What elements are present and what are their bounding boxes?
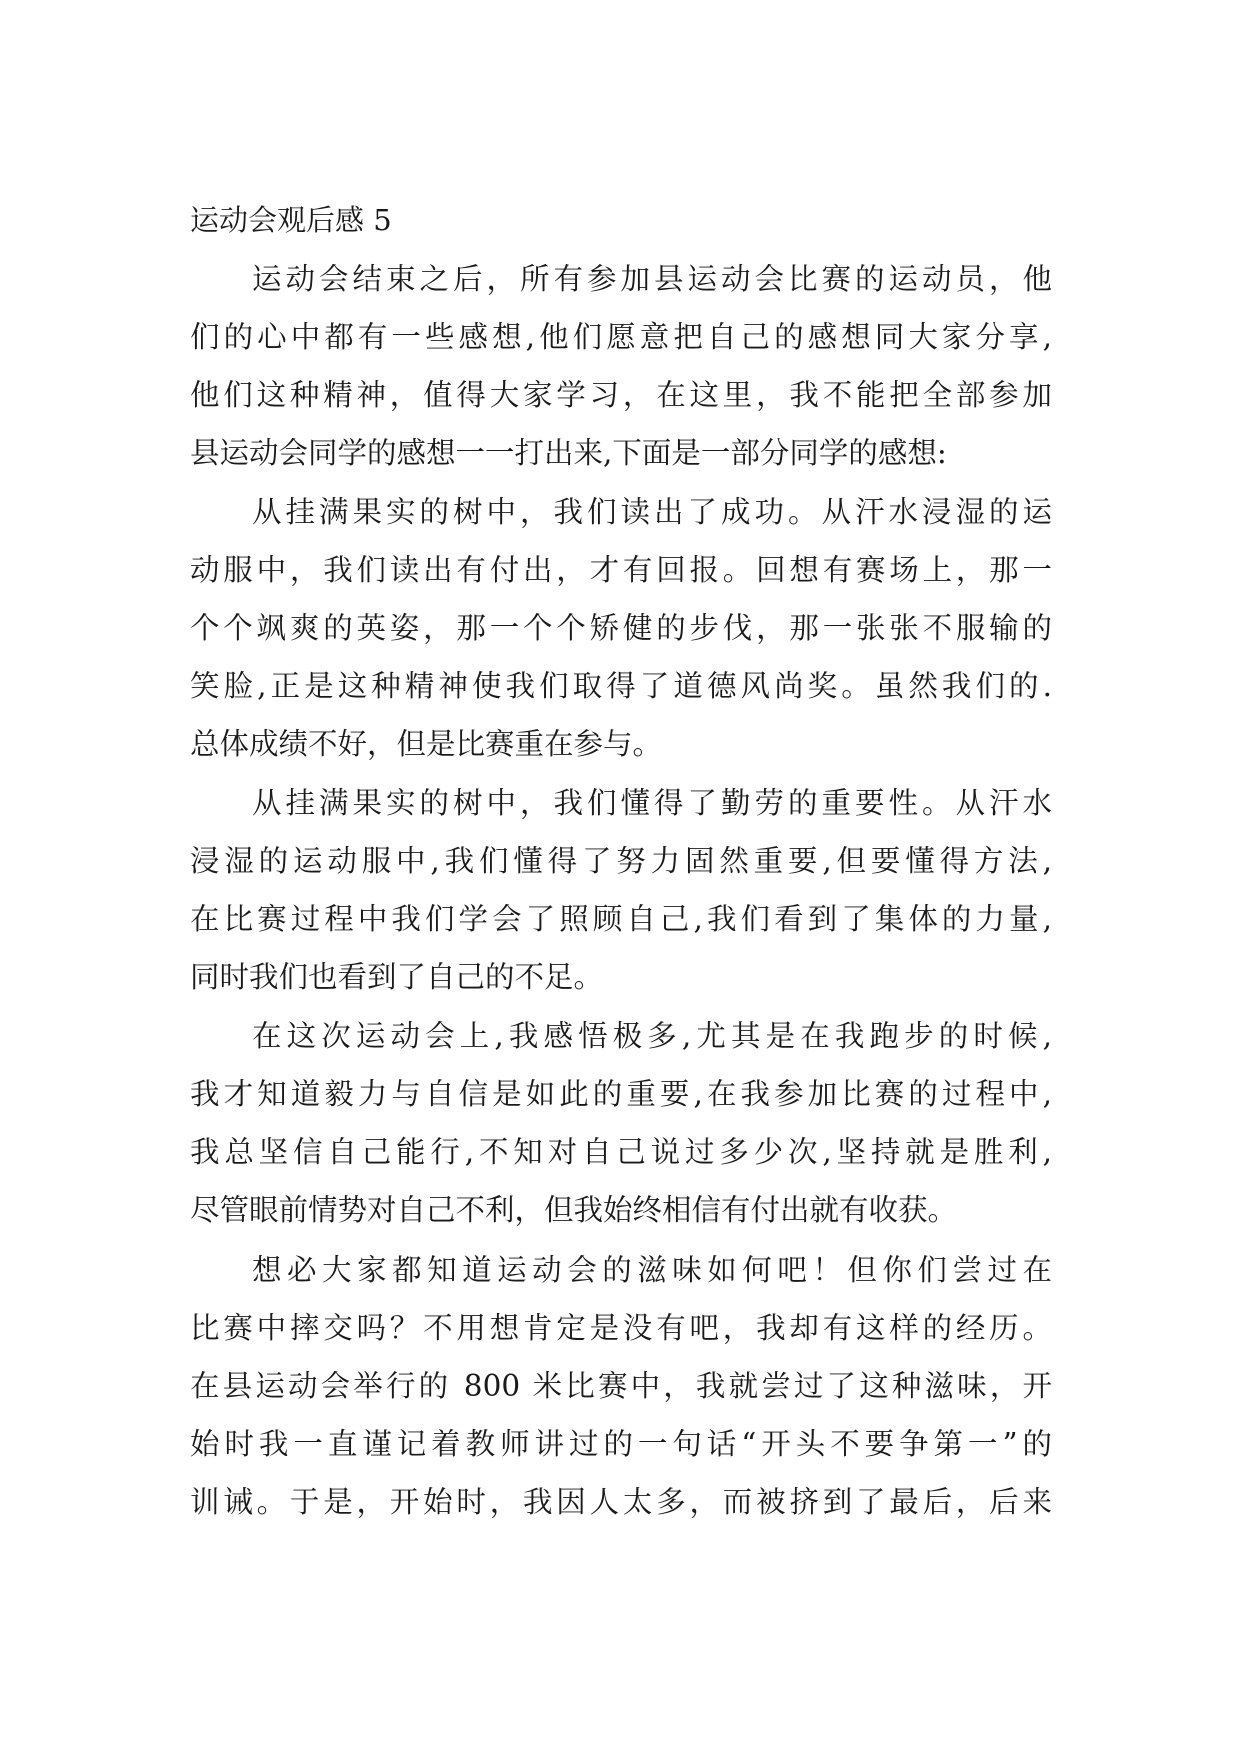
paragraph-line: 从挂满果实的树中，我们读出了成功。从汗水浸湿的运 [252,495,1052,529]
paragraph-line: 总体成绩不好，但是比赛重在参与。 [190,727,663,761]
paragraph-line: 我才知道毅力与自信是如此的重要,在我参加比赛的过程中, [190,1077,1052,1111]
document-title: 运动会观后感 5 [190,203,392,237]
paragraph-line: 们的心中都有一些感想,他们愿意把自己的感想同大家分享, [190,320,1052,354]
paragraph-line: 尽管眼前情势对自己不利，但我始终相信有付出就有收获。 [190,1193,958,1227]
paragraph-line: 浸湿的运动服中,我们懂得了努力固然重要,但要懂得方法, [190,844,1052,878]
paragraph-3 [190,774,1052,1006]
paragraph-line: 个个飒爽的英姿，那一个个矫健的步伐，那一张张不服输的 [190,611,1052,645]
paragraph-line: 同时我们也看到了自己的不足。 [190,960,604,994]
paragraph-5 [190,1241,1052,1531]
paragraph-4 [190,1007,1052,1239]
paragraph-line: 比赛中摔交吗？不用想肯定是没有吧，我却有这样的经历。 [190,1311,1052,1345]
paragraph-line: 在比赛过程中我们学会了照顾自己,我们看到了集体的力量, [190,902,1052,936]
paragraph-line: 始时我一直谨记着教师讲过的一句话“开头不要争第一”的 [190,1427,1052,1461]
paragraph-line: 县运动会同学的感想一一打出来,下面是一部分同学的感想: [190,436,947,470]
paragraph-1 [190,250,1052,482]
paragraph-line: 他们这种精神，值得大家学习，在这里，我不能把全部参加 [190,378,1052,412]
paragraph-2 [190,483,1052,773]
paragraph-line: 我总坚信自己能行,不知对自己说过多少次,坚持就是胜利, [190,1135,1052,1169]
paragraph-line: 训诫。于是，开始时，我因人太多，而被挤到了最后，后来 [190,1485,1052,1519]
paragraph-line: 动服中，我们读出有付出，才有回报。回想有赛场上，那一 [190,553,1052,587]
paragraph-line: 从挂满果实的树中，我们懂得了勤劳的重要性。从汗水 [252,786,1052,820]
paragraph-line: 笑脸,正是这种精神使我们取得了道德风尚奖。虽然我们的. [190,669,1052,703]
paragraph-line: 在这次运动会上,我感悟极多,尤其是在我跑步的时候, [252,1019,1052,1053]
paragraph-line: 想必大家都知道运动会的滋味如何吧！但你们尝过在 [252,1253,1052,1287]
paragraph-line: 在县运动会举行的 800 米比赛中，我就尝过了这种滋味，开 [190,1369,1052,1403]
paragraph-line: 运动会结束之后，所有参加县运动会比赛的运动员，他 [252,262,1052,296]
